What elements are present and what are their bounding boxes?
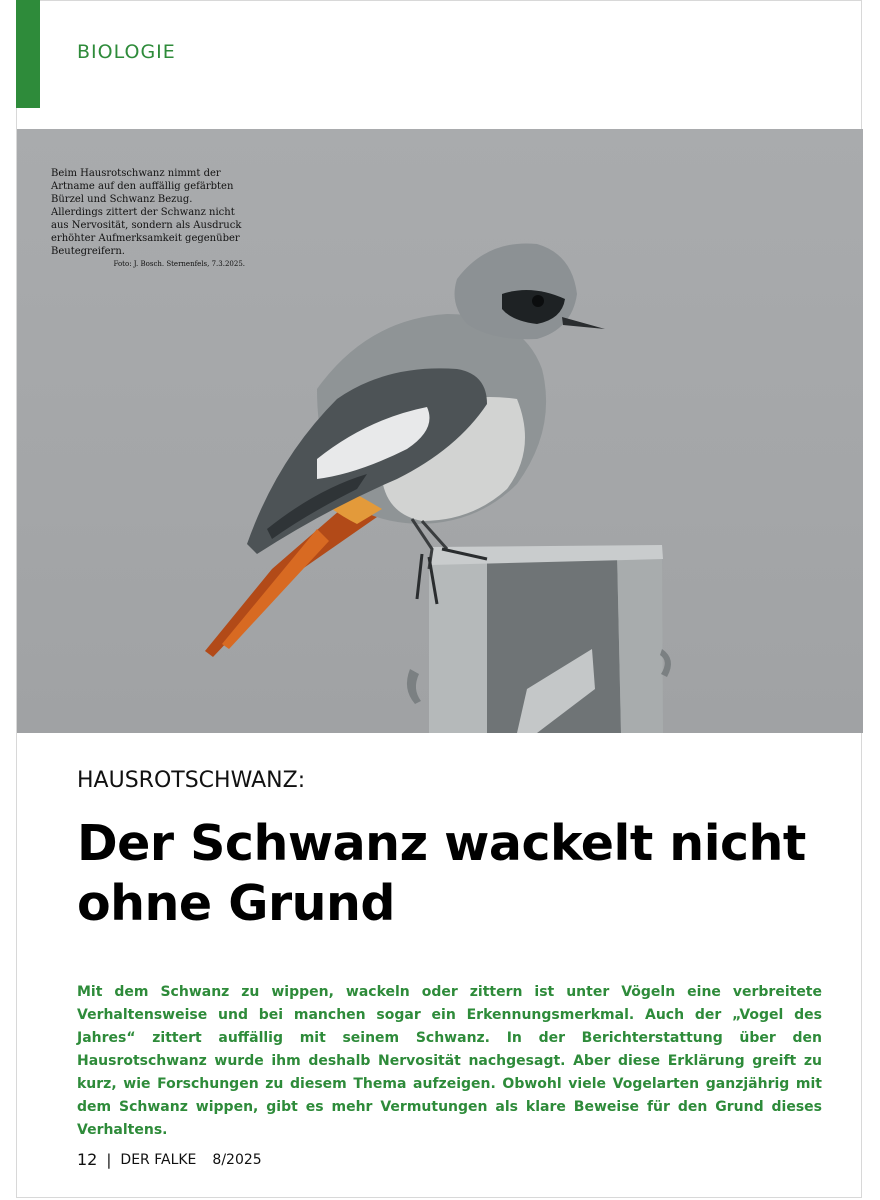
photo-credit: Foto: J. Bosch. Sternenfels, 7.3.2025. xyxy=(113,260,245,268)
section-label: BIOLOGIE xyxy=(77,41,176,63)
caption-text: Beim Hausrotschwanz nimmt der Artname auf den auffällig gefärbten Bürzel und Schwanz Bezug. Allerdings zittert der Schwanz nicht aus Nervosität, sondern als Ausdruck erhöhter Aufmerksamkeit gegenüber Beutegreifern. xyxy=(51,168,242,257)
article-kicker: HAUSROTSCHWANZ: xyxy=(77,768,306,793)
photo-caption xyxy=(51,167,245,269)
magazine-name: DER FALKE xyxy=(120,1151,197,1168)
page-number: 12 xyxy=(77,1150,98,1169)
issue-number: 8/2025 xyxy=(212,1151,262,1168)
page-footer xyxy=(77,1150,262,1169)
footer-separator: | xyxy=(106,1150,112,1169)
bird-photo xyxy=(17,129,863,733)
section-color-bar xyxy=(16,0,40,108)
article-lead: Mit dem Schwanz zu wippen, wackeln oder zittern ist unter Vögeln eine verbreitete Verhaltensweise und bei manchen sogar ein Erkennungsmerkmal. Auch der „Vogel des Jahres“ zittert auffällig mit seinem Schwanz. In der Berichterstattung über den Hausrotschwanz wurde ihm deshalb Nervosität nachgesagt. Aber diese Erklärung greift zu kurz, wie Forschungen zu diesem Thema aufzeigen. Obwohl viele Vogelarten ganzjährig mit dem Schwanz wippen, gibt es mehr Vermutungen als klare Beweise für den Grund dieses Verhaltens. xyxy=(77,984,822,1138)
metal-post xyxy=(407,545,671,733)
article-headline: Der Schwanz wackelt nicht ohne Grund xyxy=(77,815,806,932)
